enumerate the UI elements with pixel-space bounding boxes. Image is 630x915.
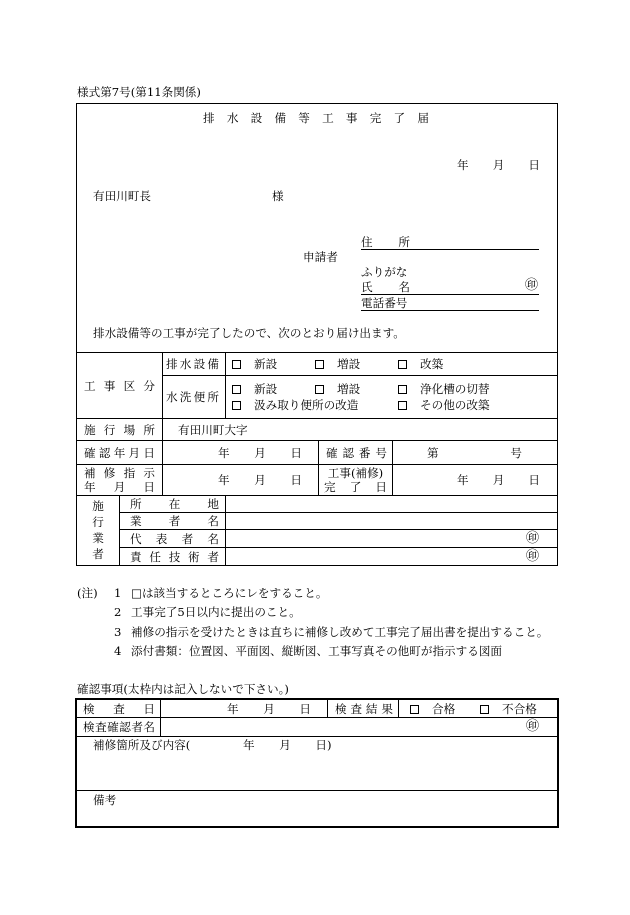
checkbox-icon[interactable] (410, 705, 419, 714)
site-value: 有田川町大字 (178, 422, 248, 437)
checkbox-icon[interactable] (232, 360, 241, 369)
toilet-option-extension[interactable] (315, 381, 398, 397)
flush-toilet-options (232, 381, 490, 413)
inspection-date-label-cell (76, 699, 161, 718)
toilet-option-pit-conversion[interactable] (232, 397, 398, 413)
note-text: □は該当するところにレをすること。 (131, 586, 328, 600)
checkbox-icon[interactable] (398, 385, 407, 394)
representative-label-cell (119, 529, 226, 548)
toilet-option-other-rebuild[interactable] (398, 397, 490, 413)
furigana-label: ふりがな (361, 265, 408, 279)
inspector-label-cell (76, 717, 161, 737)
checkbox-icon[interactable] (480, 705, 489, 714)
confirm-number-value-cell[interactable] (392, 440, 558, 465)
inspection-date-value: 年 月 日 (227, 701, 311, 716)
note-number: 1 (114, 586, 122, 600)
site-value-cell[interactable] (162, 418, 558, 441)
chief-engineer-seal-mark: ㊞ (525, 548, 539, 564)
confirm-date-value: 年 月 日 (218, 445, 302, 460)
note-text: 添付書類：位置図、平面図、縦断図、工事写真その他町が指示する図面 (131, 644, 503, 658)
addressee: 有田川町長 (93, 189, 151, 203)
checkbox-icon[interactable] (398, 401, 407, 410)
option-label: 不合格 (502, 701, 537, 716)
option-label: 浄化槽の切替 (420, 382, 490, 396)
statement: 排水設備等の工事が完了したので、次のとおり届け出ます。 (93, 326, 405, 340)
result-option-pass[interactable] (410, 702, 480, 716)
option-label: 増設 (337, 357, 361, 371)
options-line (232, 397, 490, 413)
note-text: 工事完了5日以内に提出のこと。 (131, 605, 301, 619)
submission-date[interactable]: 年 月 日 (457, 158, 540, 172)
inspection-result-label-cell (327, 699, 399, 718)
completion-label-cell (318, 464, 393, 496)
confirm-date-value-cell[interactable] (162, 440, 319, 465)
inspection-result-label: 検 査 結 果 (335, 701, 393, 716)
applicant-label: 申請者 (303, 250, 338, 264)
contractor-label: 施 行 業 者 (92, 498, 104, 562)
contractor-address-label: 所 在 地 (130, 497, 219, 511)
honorific: 様 (272, 189, 284, 203)
option-label: その他の改築 (420, 398, 490, 412)
repair-order-label: 補 修 指 示 (84, 466, 155, 480)
repair-order-value: 年 月 日 (218, 473, 302, 487)
inspection-result-value-cell (398, 699, 558, 718)
repair-details-close: ) (327, 738, 332, 752)
flush-toilet-options-cell (225, 375, 558, 419)
contractor-name-label-cell (119, 512, 226, 530)
confirm-number-value: 第 号 (427, 445, 522, 460)
completion-label: 工事(補修) (327, 466, 384, 480)
name-label: 氏 名 (361, 280, 410, 294)
notes-prefix: (注) (77, 586, 98, 600)
option-label: 増設 (337, 382, 361, 396)
site-label-cell (76, 418, 163, 441)
flush-toilet-label-cell (162, 375, 226, 419)
chief-engineer-field[interactable] (225, 547, 558, 566)
contractor-address-label-cell (119, 495, 226, 513)
checkbox-icon[interactable] (315, 385, 324, 394)
representative-label: 代 表 者 名 (130, 531, 219, 546)
completion-value-cell[interactable] (392, 464, 558, 496)
phone-label: 電話番号 (361, 296, 408, 310)
option-label: 新設 (254, 357, 278, 371)
note-number: 2 (114, 605, 122, 619)
inspector-field[interactable] (160, 717, 558, 737)
drainage-label-cell (162, 352, 226, 376)
option-label: 汲み取り便所の改造 (254, 398, 359, 412)
remarks-field[interactable] (76, 790, 558, 827)
toilet-option-septic-switch[interactable] (398, 381, 490, 397)
notification-frame (76, 103, 558, 353)
checkbox-icon[interactable] (315, 360, 324, 369)
drainage-options-cell (225, 352, 558, 376)
chief-engineer-label-cell (119, 547, 226, 566)
remarks-label: 備考 (93, 793, 117, 807)
result-option-fail[interactable] (480, 702, 537, 716)
checkbox-icon[interactable] (232, 385, 241, 394)
confirm-number-label: 確 認 番 号 (326, 445, 387, 460)
address-field-line[interactable] (361, 249, 539, 250)
flush-toilet-label: 水 洗 便 所 (166, 390, 219, 404)
repair-order-label-cell (76, 464, 163, 496)
drainage-option-extension[interactable] (315, 357, 398, 371)
chief-engineer-label: 責 任 技 術 者 (130, 549, 219, 564)
checkbox-icon[interactable] (232, 401, 241, 410)
repair-details-date: 年 月 日 (243, 738, 327, 752)
option-label: 合格 (432, 701, 456, 716)
contractor-address-field[interactable] (225, 495, 558, 513)
checkbox-icon[interactable] (398, 360, 407, 369)
phone-field-line[interactable] (361, 310, 539, 311)
document-title: 排 水 設 備 等 工 事 完 了 届 (203, 111, 429, 125)
representative-seal-mark: ㊞ (525, 530, 539, 546)
toilet-option-new[interactable] (232, 381, 315, 397)
drainage-option-new[interactable] (232, 357, 315, 371)
repair-details-field[interactable] (76, 736, 558, 791)
inspection-date-label: 検 査 日 (83, 701, 155, 716)
option-label: 改築 (420, 357, 444, 371)
repair-details-label: 補修箇所及び内容( (93, 738, 191, 752)
note-number: 4 (114, 644, 122, 658)
note-text: 補修の指示を受けたときは直ちに補修し改めて工事完了届出書を提出すること。 (131, 625, 549, 639)
repair-order-date-label: 年 月 日 (84, 480, 155, 494)
contractor-name-label: 業 者 名 (130, 514, 219, 528)
contractor-label-cell (76, 495, 120, 566)
drainage-option-rebuild[interactable] (398, 357, 443, 371)
completion-value: 年 月 日 (457, 473, 540, 487)
name-field-line[interactable] (361, 294, 539, 295)
name-seal-mark: ㊞ (525, 278, 539, 293)
form-number: 様式第7号(第11条関係) (77, 85, 201, 99)
repair-order-value-cell[interactable] (162, 464, 319, 496)
work-category-label: 工 事 区 分 (84, 378, 155, 393)
inspector-seal-mark: ㊞ (525, 719, 539, 734)
note-number: 3 (114, 625, 122, 639)
drainage-label: 排 水 設 備 (166, 357, 219, 371)
confirmation-title: 確認事項(太枠内は記入しないで下さい。) (77, 682, 289, 696)
work-category-label-cell (76, 352, 163, 419)
option-label: 新設 (254, 382, 278, 396)
site-label: 施 行 場 所 (84, 422, 155, 437)
inspection-date-value-cell[interactable] (160, 699, 328, 718)
options-line (232, 381, 490, 397)
confirm-date-label-cell (76, 440, 163, 465)
contractor-name-field[interactable] (225, 512, 558, 530)
address-label: 住 所 (361, 235, 410, 249)
confirm-number-label-cell (318, 440, 393, 465)
completion-date-label: 完 了 日 (324, 480, 387, 494)
inspector-label: 検 査 確 認 者 名 (83, 720, 155, 734)
confirm-date-label: 確 認 年 月 日 (84, 445, 155, 460)
representative-field[interactable] (225, 529, 558, 548)
